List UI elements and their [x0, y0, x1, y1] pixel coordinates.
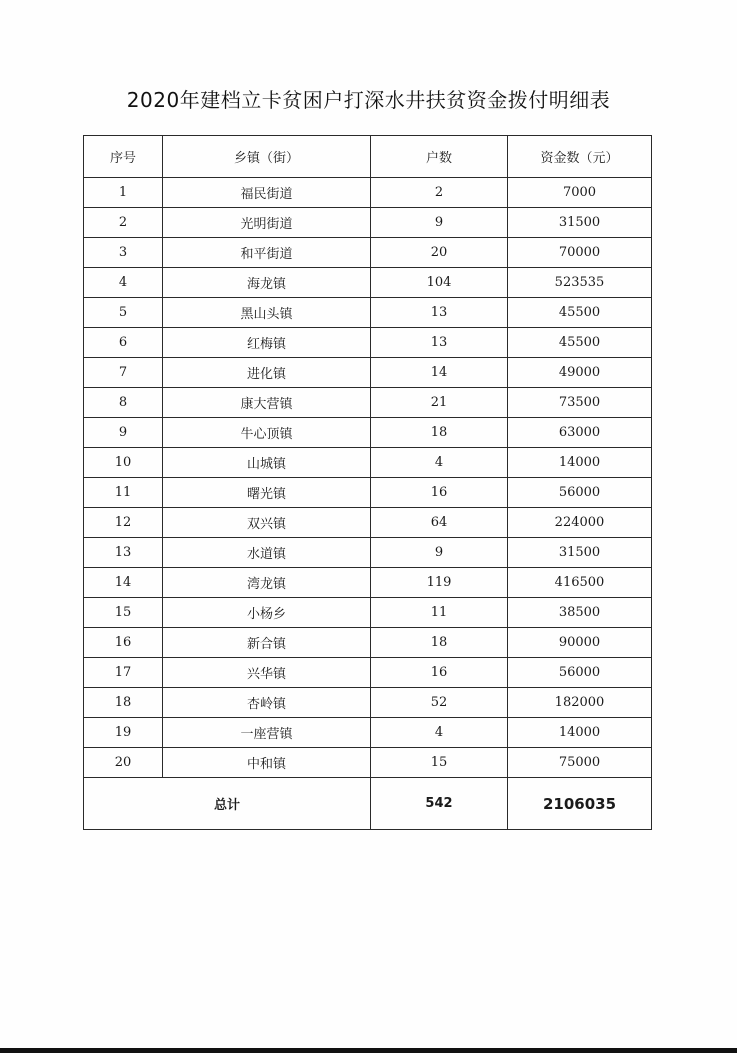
table-row	[84, 388, 652, 418]
table-row	[84, 298, 652, 328]
table-row	[84, 748, 652, 778]
header-households: 户数	[371, 136, 508, 178]
cell-households: 20	[371, 238, 508, 268]
total-households: 542	[371, 778, 508, 830]
cell-index: 18	[84, 688, 163, 718]
cell-amount: 182000	[508, 688, 652, 718]
cell-households: 13	[371, 328, 508, 358]
cell-town: 黑山头镇	[163, 298, 371, 328]
cell-households: 16	[371, 658, 508, 688]
cell-index: 10	[84, 448, 163, 478]
cell-town: 中和镇	[163, 748, 371, 778]
page-title: 2020年建档立卡贫困户打深水井扶贫资金拨付明细表	[126, 88, 611, 112]
cell-town: 海龙镇	[163, 268, 371, 298]
table-header-row	[84, 136, 652, 178]
cell-amount: 75000	[508, 748, 652, 778]
cell-town: 一座营镇	[163, 718, 371, 748]
scan-edge-bar	[0, 1048, 737, 1053]
header-amount: 资金数（元）	[508, 136, 652, 178]
header-town: 乡镇（街）	[163, 136, 371, 178]
cell-index: 5	[84, 298, 163, 328]
cell-index: 14	[84, 568, 163, 598]
cell-households: 119	[371, 568, 508, 598]
table-row	[84, 268, 652, 298]
table-row	[84, 718, 652, 748]
cell-amount: 7000	[508, 178, 652, 208]
cell-amount: 90000	[508, 628, 652, 658]
cell-index: 19	[84, 718, 163, 748]
cell-households: 9	[371, 208, 508, 238]
cell-households: 52	[371, 688, 508, 718]
table-row	[84, 508, 652, 538]
cell-index: 7	[84, 358, 163, 388]
cell-amount: 14000	[508, 718, 652, 748]
cell-amount: 224000	[508, 508, 652, 538]
cell-households: 21	[371, 388, 508, 418]
table-row	[84, 238, 652, 268]
cell-town: 牛心顶镇	[163, 418, 371, 448]
table-row	[84, 538, 652, 568]
cell-amount: 45500	[508, 328, 652, 358]
cell-amount: 45500	[508, 298, 652, 328]
table-row	[84, 328, 652, 358]
cell-amount: 73500	[508, 388, 652, 418]
cell-index: 4	[84, 268, 163, 298]
cell-households: 18	[371, 628, 508, 658]
cell-index: 2	[84, 208, 163, 238]
cell-index: 11	[84, 478, 163, 508]
table-row	[84, 628, 652, 658]
cell-households: 2	[371, 178, 508, 208]
table-row	[84, 658, 652, 688]
table-row	[84, 208, 652, 238]
cell-households: 16	[371, 478, 508, 508]
table-row	[84, 358, 652, 388]
header-index: 序号	[84, 136, 163, 178]
cell-households: 104	[371, 268, 508, 298]
cell-amount: 56000	[508, 478, 652, 508]
cell-amount: 49000	[508, 358, 652, 388]
cell-households: 4	[371, 448, 508, 478]
cell-town: 新合镇	[163, 628, 371, 658]
cell-index: 1	[84, 178, 163, 208]
total-row	[84, 778, 652, 830]
cell-index: 3	[84, 238, 163, 268]
cell-amount: 70000	[508, 238, 652, 268]
cell-town: 山城镇	[163, 448, 371, 478]
cell-households: 64	[371, 508, 508, 538]
cell-index: 15	[84, 598, 163, 628]
cell-town: 湾龙镇	[163, 568, 371, 598]
cell-index: 9	[84, 418, 163, 448]
cell-index: 13	[84, 538, 163, 568]
cell-households: 13	[371, 298, 508, 328]
table-row	[84, 448, 652, 478]
total-label: 总计	[84, 778, 371, 830]
cell-index: 8	[84, 388, 163, 418]
cell-town: 兴华镇	[163, 658, 371, 688]
cell-index: 16	[84, 628, 163, 658]
cell-households: 11	[371, 598, 508, 628]
cell-amount: 31500	[508, 538, 652, 568]
cell-town: 曙光镇	[163, 478, 371, 508]
table-row	[84, 688, 652, 718]
cell-amount: 416500	[508, 568, 652, 598]
table-row	[84, 418, 652, 448]
cell-amount: 63000	[508, 418, 652, 448]
cell-index: 12	[84, 508, 163, 538]
cell-town: 杏岭镇	[163, 688, 371, 718]
cell-index: 6	[84, 328, 163, 358]
cell-amount: 14000	[508, 448, 652, 478]
cell-town: 康大营镇	[163, 388, 371, 418]
cell-households: 15	[371, 748, 508, 778]
table-row	[84, 598, 652, 628]
cell-households: 4	[371, 718, 508, 748]
table-row	[84, 568, 652, 598]
cell-households: 18	[371, 418, 508, 448]
cell-households: 9	[371, 538, 508, 568]
cell-index: 20	[84, 748, 163, 778]
cell-amount: 523535	[508, 268, 652, 298]
cell-town: 和平街道	[163, 238, 371, 268]
funding-table	[83, 135, 652, 830]
cell-town: 双兴镇	[163, 508, 371, 538]
total-amount: 2106035	[508, 778, 652, 830]
cell-amount: 56000	[508, 658, 652, 688]
cell-town: 红梅镇	[163, 328, 371, 358]
cell-town: 水道镇	[163, 538, 371, 568]
table-row	[84, 178, 652, 208]
cell-index: 17	[84, 658, 163, 688]
cell-town: 福民街道	[163, 178, 371, 208]
cell-town: 进化镇	[163, 358, 371, 388]
cell-town: 小杨乡	[163, 598, 371, 628]
cell-town: 光明街道	[163, 208, 371, 238]
cell-households: 14	[371, 358, 508, 388]
cell-amount: 31500	[508, 208, 652, 238]
cell-amount: 38500	[508, 598, 652, 628]
table-row	[84, 478, 652, 508]
